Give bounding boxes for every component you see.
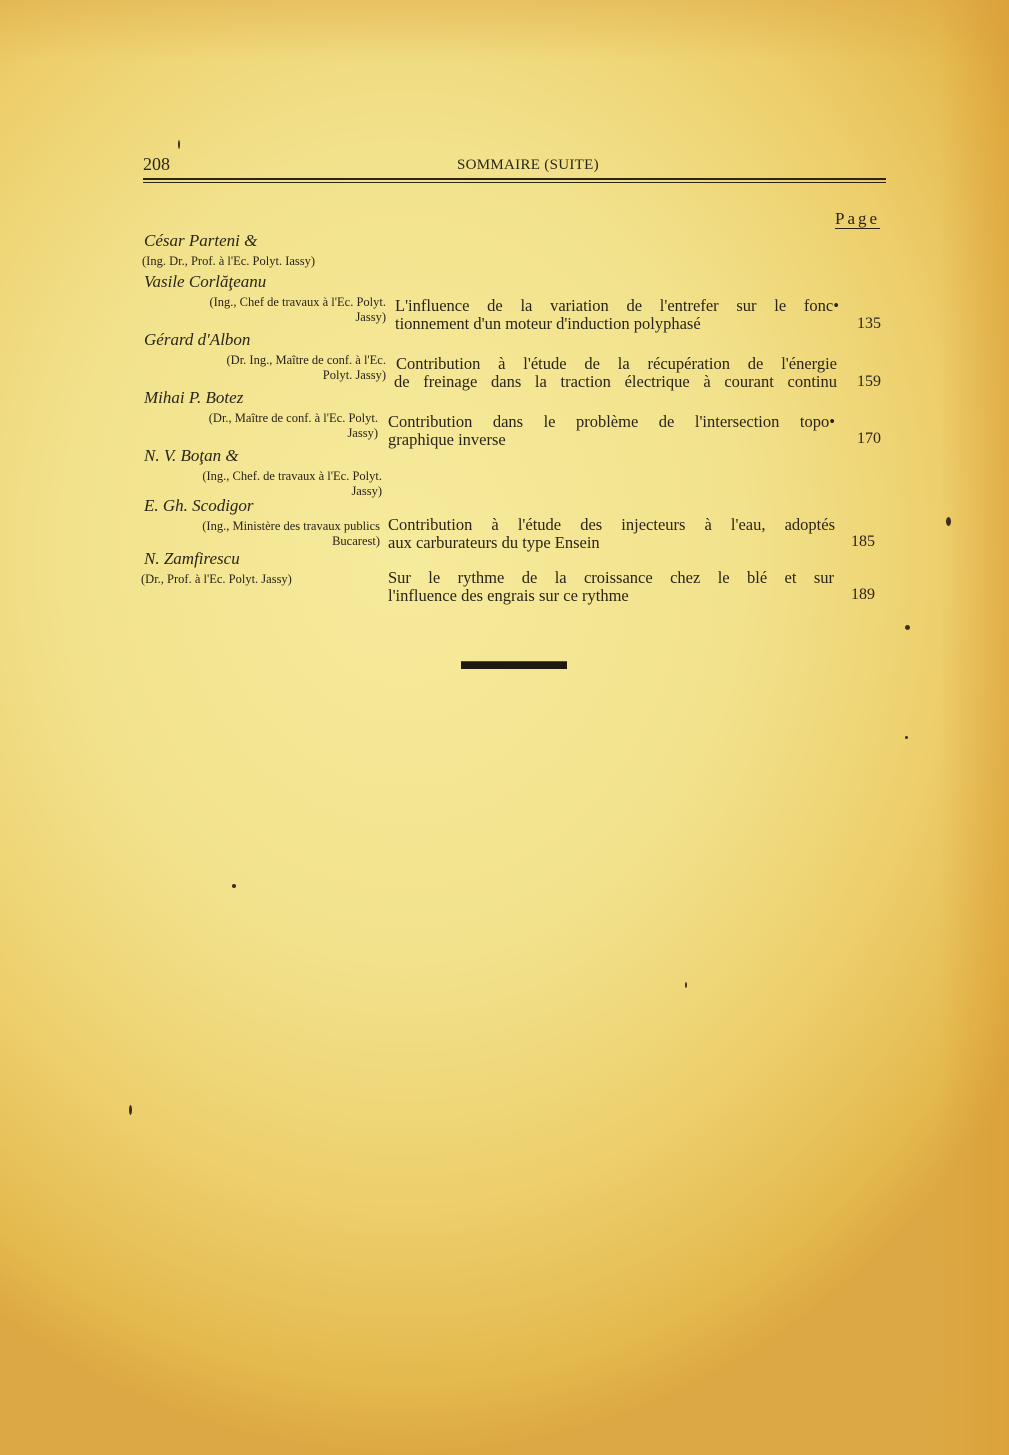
- article-title: L'influence de la variation de l'entrefer sur le fonc• tionnement d'un moteur d'induction polyphasé: [395, 296, 839, 333]
- paper-fleck: [946, 517, 951, 526]
- author-affiliation: (Dr., Maître de conf. à l'Ec. Polyt. Jassy): [208, 411, 378, 440]
- paper-fleck: [232, 884, 236, 888]
- paper-fleck: [178, 140, 180, 149]
- author-name: Gérard d'Albon: [144, 330, 251, 349]
- author-name: Vasile Corlăţeanu: [144, 272, 267, 291]
- author-name: E. Gh. Scodigor: [144, 496, 254, 515]
- author-name: N. V. Boţan &: [144, 446, 239, 465]
- paper-tone-right: [939, 0, 1009, 1455]
- page-reference: 159: [857, 373, 881, 390]
- page-reference: 185: [851, 533, 875, 550]
- running-title: SOMMAIRE (SUITE): [457, 157, 599, 173]
- page-reference: 170: [857, 430, 881, 447]
- author-name: Mihai P. Botez: [144, 388, 244, 407]
- paper-fleck: [129, 1105, 132, 1115]
- author-affiliation: (Dr., Prof. à l'Ec. Polyt. Jassy): [141, 572, 292, 586]
- page-column-label: Page: [835, 209, 881, 228]
- paper-fleck: [905, 625, 910, 630]
- page-number: 208: [143, 154, 170, 174]
- paper-fleck: [905, 736, 908, 739]
- page-reference: 135: [857, 315, 881, 332]
- author-name: N. Zamfirescu: [144, 549, 240, 568]
- article-title: Contribution dans le problème de l'intersection topo• graphique inverse: [388, 412, 835, 449]
- author-affiliation: (Ing., Chef. de travaux à l'Ec. Polyt. Jassy): [202, 469, 382, 498]
- header-rule-top: [143, 178, 886, 180]
- page-reference: 189: [851, 586, 875, 603]
- paper-tone-top: [0, 0, 1009, 60]
- header-rule-bottom: [143, 182, 886, 183]
- article-title: Contribution à l'étude des injecteurs à l'eau, adoptés aux carburateurs du type Ensein: [388, 515, 835, 552]
- paper-fleck: [685, 982, 687, 988]
- article-title: Sur le rythme de la croissance chez le blé et sur l'influence des engrais sur ce rythme: [388, 568, 834, 605]
- article-title: Contribution à l'étude de la récupération de l'énergie de freinage dans la traction électrique à courant continu: [394, 354, 837, 391]
- author-affiliation: (Ing. Dr., Prof. à l'Ec. Polyt. Iassy): [142, 254, 316, 268]
- author-affiliation: (Ing., Ministère des travaux publics Bucarest): [202, 519, 380, 548]
- author-name: César Parteni &: [144, 231, 258, 250]
- end-rule: [461, 661, 567, 669]
- author-affiliation: (Dr. Ing., Maître de conf. à l'Ec. Polyt. Jassy): [226, 353, 386, 382]
- author-affiliation: (Ing., Chef de travaux à l'Ec. Polyt. Jassy): [209, 295, 386, 324]
